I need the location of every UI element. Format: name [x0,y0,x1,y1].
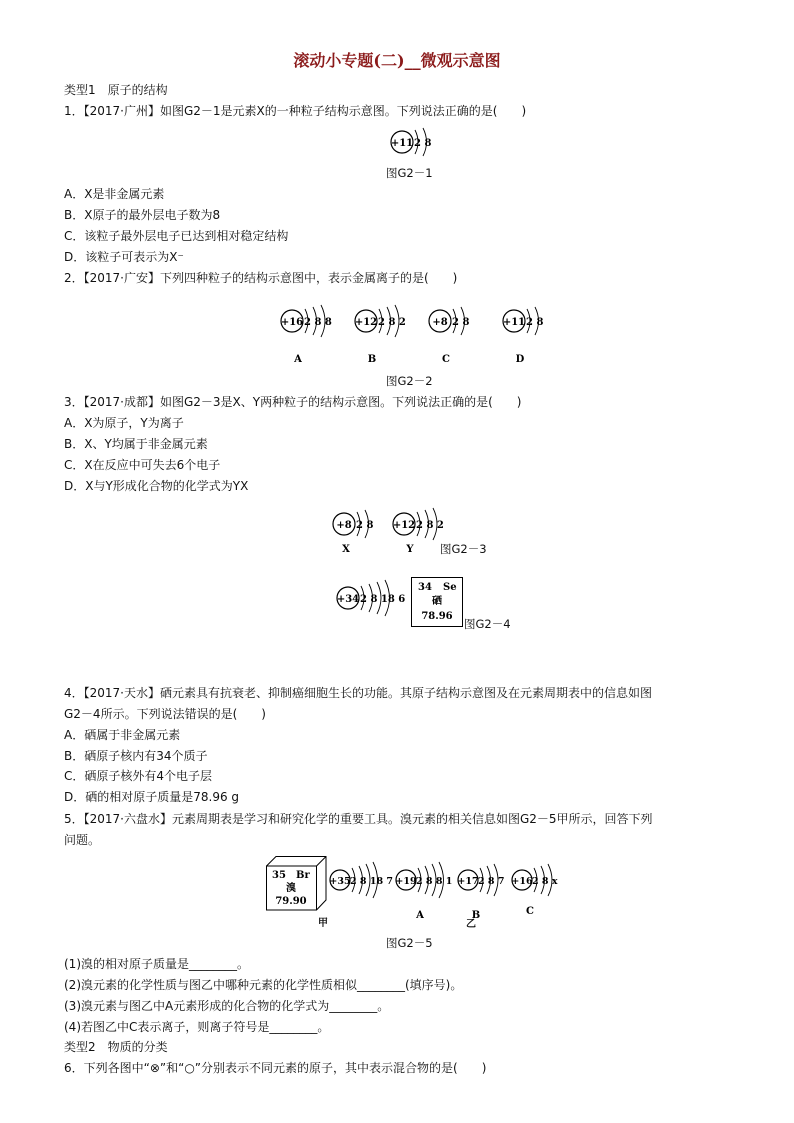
svg-text:2 8 2: 2 8 2 [378,317,406,328]
svg-text:+17: +17 [457,876,479,887]
svg-text:2 8: 2 8 [414,138,432,149]
q1-option-c: C．该粒子最外层电子已达到相对稳定结构 [64,229,289,243]
q4-option-c: C．硒原子核外有4个电子层 [64,769,213,783]
svg-text:+35: +35 [329,876,351,887]
fig-g2-1-caption: 图G2－1 [386,166,433,180]
q4-periodic-cell [411,577,463,627]
q5-atom-c [510,864,582,922]
q4-stem-line1: 4．【2017·天水】硒元素具有抗衰老、抑制癌细胞生长的功能。其原子结构示意图及在元素周期表中的信息如图 [64,686,652,700]
fig-g2-4-caption: 图G2－4 [464,617,511,631]
svg-text:2 8 2: 2 8 2 [416,520,444,531]
svg-text:2 8 x: 2 8 x [532,876,558,887]
section-type2: 类型2 物质的分类 [64,1040,168,1054]
q5-sub-2: (2)溴元素的化学性质与图乙中哪种元素的化学性质相似________(填序号)。 [64,978,463,992]
q2-atom-a [278,305,358,369]
svg-text:C: C [442,354,450,365]
svg-text:35: 35 [272,870,286,881]
q2-atom-b [352,305,432,369]
q5-label-jia: 甲 [318,918,328,929]
svg-text:+12: +12 [392,520,416,531]
q1-option-b: B．X原子的最外层电子数为8 [64,208,221,222]
q4-selenium-atom [334,582,414,616]
svg-text:A: A [294,354,302,365]
svg-text:34: 34 [418,582,432,593]
fig-g2-5-caption: 图G2－5 [386,936,433,950]
q5-bromine-cube [266,856,328,912]
svg-text:2 8: 2 8 [452,317,470,328]
svg-text:2 8: 2 8 [526,317,544,328]
q5-sub-3: (3)溴元素与图乙中A元素形成的化合物的化学式为________。 [64,999,390,1013]
q1-atom-diagram [388,126,448,160]
q1-stem: 1．【2017·广州】如图G2－1是元素X的一种粒子结构示意图。下列说法正确的是( ) [64,104,527,118]
svg-text:溴: 溴 [286,883,296,894]
q1-option-d: D．该粒子可表示为X⁻ [64,250,184,264]
q5-stem-line1: 5．【2017·六盘水】元素周期表是学习和研究化学的重要工具。溴元素的相关信息如图G2－5甲所示，回答下列 [64,812,653,826]
fig-g2-3-caption: 图G2－3 [440,542,487,556]
svg-text:2 8 8 1: 2 8 8 1 [416,876,453,887]
q3-stem: 3．【2017·成都】如图G2－3是X、Y两种粒子的结构示意图。下列说法正确的是( ) [64,395,522,409]
svg-text:+8: +8 [432,317,448,328]
q5-bromine-atom [328,864,400,898]
q1-option-a: A．X是非金属元素 [64,187,165,201]
q4-option-d: D．硒的相对原子质量是78.96 g [64,790,240,804]
svg-text:Br: Br [296,870,310,881]
svg-text:Se: Se [443,582,457,593]
q5-sub-1: (1)溴的相对原子质量是________。 [64,957,249,971]
svg-text:79.90: 79.90 [275,896,307,907]
q3-option-d: D．X与Y形成化合物的化学式为YX [64,479,249,493]
q3-option-c: C．X在反应中可失去6个电子 [64,458,221,472]
svg-text:+12: +12 [354,317,378,328]
q3-option-b: B．X、Y均属于非金属元素 [64,437,208,451]
svg-text:+11: +11 [502,317,526,328]
svg-text:2 8 8: 2 8 8 [304,317,332,328]
q2-atom-c [426,305,496,369]
fig-g2-2-caption: 图G2－2 [386,374,433,388]
svg-text:2 8 18 7: 2 8 18 7 [350,876,393,887]
svg-text:X: X [342,544,350,555]
q4-option-a: A．硒属于非金属元素 [64,728,181,742]
q2-atom-d [500,305,570,369]
svg-text:+16: +16 [511,876,533,887]
svg-text:Y: Y [406,544,414,555]
svg-text:2 8 18 6: 2 8 18 6 [360,594,406,605]
svg-text:+34: +34 [336,594,360,605]
svg-text:B: B [471,910,481,921]
q4-stem-line2: G2－4所示。下列说法错误的是( ) [64,707,266,721]
svg-text:B: B [367,354,377,365]
svg-text:C: C [526,906,534,917]
svg-text:+11: +11 [390,138,414,149]
svg-text:A: A [416,910,424,921]
svg-text:硒: 硒 [432,596,442,607]
svg-text:2 8 7: 2 8 7 [478,876,505,887]
q3-option-a: A．X为原子，Y为离子 [64,416,184,430]
page-title: 滚动小专题(二)__微观示意图 [293,51,501,70]
q2-stem: 2．【2017·广安】下列四种粒子的结构示意图中，表示金属离子的是( ) [64,271,458,285]
svg-text:2 8: 2 8 [356,520,374,531]
section-type1: 类型1 原子的结构 [64,83,168,97]
q4-option-b: B．硒原子核内有34个质子 [64,749,208,763]
svg-text:+16: +16 [280,317,304,328]
svg-text:78.96: 78.96 [421,611,453,622]
q6-stem: 6．下列各图中“⊗”和“○”分别表示不同元素的原子，其中表示混合物的是( ) [64,1061,487,1075]
svg-text:+8: +8 [336,520,352,531]
q5-stem-line2: 问题。 [64,833,101,847]
q5-sub-4: (4)若图乙中C表示离子，则离子符号是________。 [64,1020,330,1034]
svg-text:D: D [515,354,525,365]
q5-label-yi: 乙 [466,919,476,930]
svg-text:+19: +19 [395,876,417,887]
